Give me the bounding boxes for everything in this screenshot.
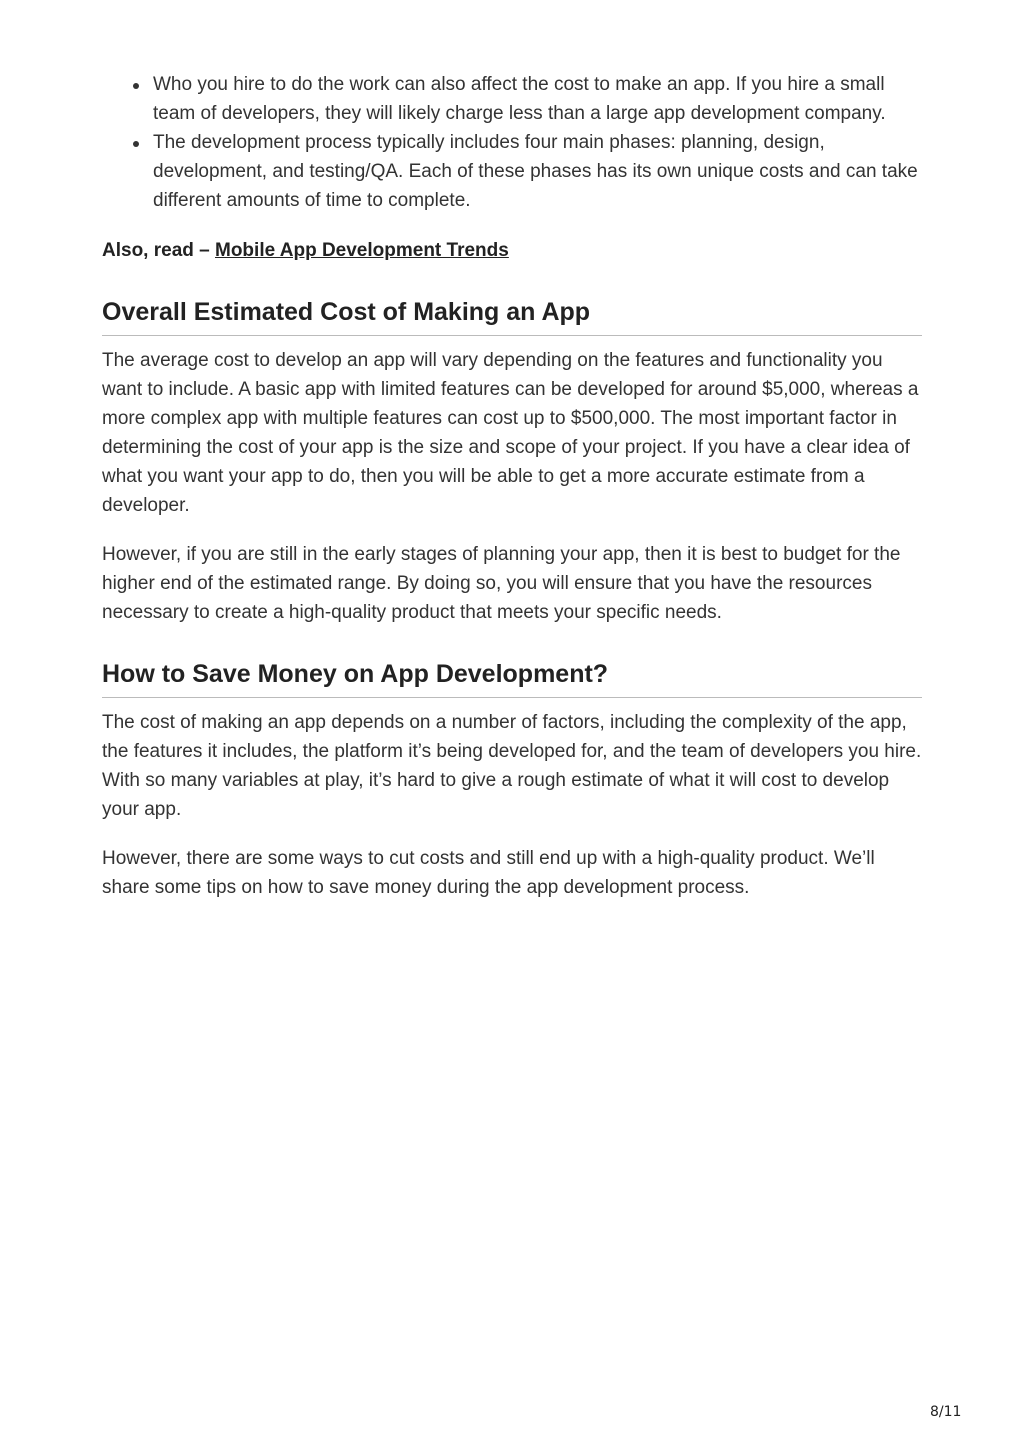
list-item	[153, 128, 922, 215]
also-read-link[interactable]: Mobile App Development Trends	[215, 240, 509, 261]
page-number: 8/11	[930, 1404, 962, 1420]
list-item-text: The development process typically includes four main phases: planning, design, development, and testing/QA. Each of these phases has its own unique costs and can take different amounts of time to complete.	[153, 132, 918, 211]
list-item-text: Who you hire to do the work can also affect the cost to make an app. If you hire a small team of developers, they will likely charge less than a large app development company.	[153, 74, 886, 124]
paragraph: However, if you are still in the early stages of planning your app, then it is best to budget for the higher end of the estimated range. By doing so, you will ensure that you have the resources necessary to create a high-quality product that meets your specific needs.	[102, 544, 901, 623]
bullet-dot-icon	[133, 141, 139, 147]
paragraph: The cost of making an app depends on a number of factors, including the complexity of the app, the features it includes, the platform it’s being developed for, and the team of developers you hire. With so many variables at play, it’s hard to give a rough estimate of what it will cost to develop your app.	[102, 712, 922, 820]
list-item	[153, 70, 922, 128]
paragraph: However, there are some ways to cut costs and still end up with a high-quality product. We’ll share some tips on how to save money during the app development process.	[102, 848, 875, 898]
also-read-prefix: Also, read –	[102, 240, 215, 261]
also-read	[102, 237, 922, 265]
section-heading-overall-cost: Overall Estimated Cost of Making an App	[102, 295, 922, 336]
section-heading-save-money: How to Save Money on App Development?	[102, 657, 922, 698]
paragraph: The average cost to develop an app will vary depending on the features and functionality you want to include. A basic app with limited features can be developed for around $5,000, whereas a more complex app with multiple features can cost up to $500,000. The most important factor in determining the cost of your app is the size and scope of your project. If you have a clear idea of what you want your app to do, then you will be able to get a more accurate estimate from a developer.	[102, 350, 919, 516]
bullet-dot-icon	[133, 83, 139, 89]
article-content	[102, 70, 922, 902]
bullet-list	[102, 70, 922, 215]
